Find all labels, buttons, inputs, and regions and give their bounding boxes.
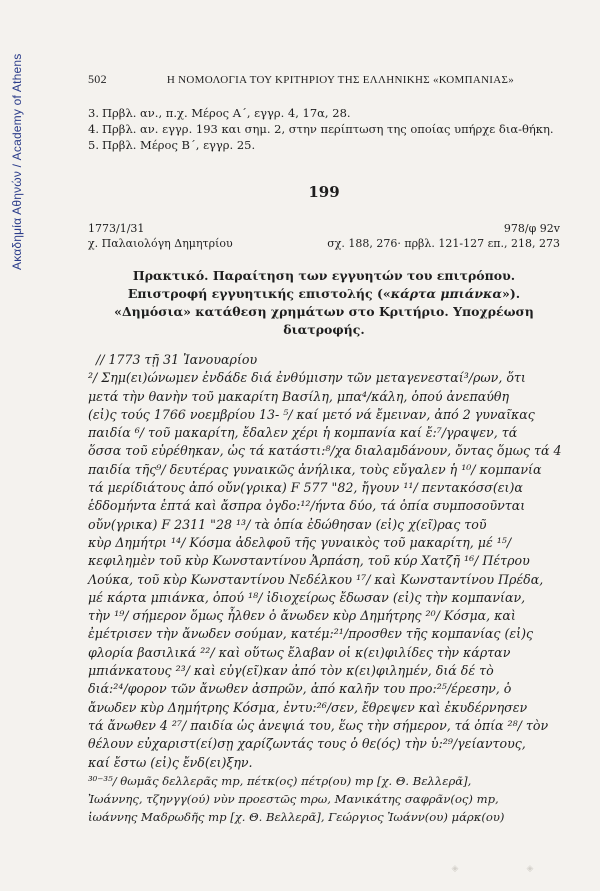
footnote-text: Πρβλ. αν., π.χ. Μέρος Α΄, εγγρ. 4, 17α, 28. [102,106,351,120]
text-line: ὅσσα τοῦ εὑρέθηκαν, ὡς τά κατάστι:⁸/χα διαλαμδάνουν, ὄντας ὅμως τά 4 [88,443,562,459]
page-number: 502 [88,72,107,86]
footnotes [88,105,560,153]
summary-emphasis: κάρτα μπιάνκα [390,286,503,301]
meta-row-top [88,221,560,236]
text-line: (εἰ)ς τούς 1766 νοεμβρίου 13- ⁵/ καί μετό νά ἔμειναν, ἀπό 2 γυναῖκας [88,406,535,422]
watermark-mark: ◈ [451,864,460,874]
signature-line: Ἰωάννης, τζηνγγ(ού) νὺν προεστῶς mρω, Μανικάτης σαφρᾶν(ος) mp, [88,792,499,807]
text-line: μετά τὴν θανὴν τοῦ μακαρίτη Βασίλη, μπα⁴/κάλη, ὁπού ἀνεπαύθη [88,388,510,404]
text-line: Λούκα, τοῦ κὺρ Κωνσταντίνου Νεδέλκου ¹⁷/ καὶ Κωνσταντίνου Πρέδα, [88,571,544,587]
document-date: 1773/1/31 [88,222,145,235]
document-heading-line: // 1773 τῇ 31 Ἰανουαρίου [96,352,258,367]
text-line: κεφιλημὲν τοῦ κὺρ Κωνσταντίνου Ἀρπάση, τοῦ κύρ Χατζῆ ¹⁶/ Πέτρου [88,553,530,569]
text-line: τά ἄνωθεν 4 ²⁷/ παιδία ὡς ἀνεψιά του, ἕως τὴν σήμερον, τά ὁπία ²⁸/ τὸν [88,717,549,733]
text-line: ἐμέτρισεν τὴν ἄνωδεν σούμαν, κατέμ:²¹/προσθεν τῆς κομπανίας (εἰ)ς [88,626,534,642]
archive-reference: 978/φ 92v [503,222,560,235]
text-line: μπιάνκατους ²³/ καὶ εὐγ(εῖ)καν ἀπό τὸν κ(ει)φιλημέν, διά δέ τὸ [88,663,494,679]
archive-side-stamp: Ακαδημία Αθηνών / Academy of Athens [10,53,24,270]
running-head [88,72,560,87]
watermark [418,858,568,880]
text-line: ἑδδομήντα ἑπτά καὶ ἄσπρα ὀγδο:¹²/ήντα δύο, τά ὁπία συμποσοῦνται [88,498,526,514]
summary-part: »). «Δημόσια» κατάθεση χρημάτων στο Κριτήριο. Υποχρέωση διατροφής. [114,286,534,337]
watermark-mark: ◈ [526,864,535,874]
document-number: 199 [308,183,340,201]
text-line: παιδία τῆς⁹/ δευτέρας γυναικῶς ἀνήλικα, τοὺς εὔγαλεν ἡ ¹⁰/ κομπανία [88,461,542,477]
text-line: μέ κάρτα μπιάνκα, ὁπού ¹⁸/ ἰδιοχείρως ἔδωσαν (εἰ)ς τὴν κομπανίαν, [88,589,526,605]
footnote-number: 5. [88,138,99,152]
meta-row-bottom [88,236,560,251]
text-line: οὔν(γρικα) F 2311 "28 ¹³/ τὰ ὁπία ἐδώθησαν (εἰ)ς χ(εῖ)ρας τοῦ [88,516,487,532]
footnote-text: Πρβλ. αν. εγγρ. 193 και σημ. 2, στην περίπτωση της οποίας υπήρχε δια-θήκη. [102,122,554,136]
footnote-number: 4. [88,122,99,136]
footnote [88,121,560,137]
text-line: θέλουν εὐχαριστ(εί)σῃ χαρίζωντάς τους ὁ θε(ός) τὴν ὑ:²⁹/γείαντους, [88,736,526,752]
text-line: φλορία βασιλικά ²²/ καὶ οὕτως ἔλαβαν οἱ κ(ει)φιλίδες τὴν κάρταν [88,644,511,660]
text-line: κὺρ Δημήτρι ¹⁴/ Κόσμα ἀδελφοῦ τῆς γυναικὸς τοῦ μακαρίτη, μέ ¹⁵/ [88,534,512,550]
footnote [88,137,560,153]
text-line: ²/ Σημ(ει)ώνωμεν ἐνδάδε διά ἐνθύμισην τῶν μεταγενεσταί³/ρων, ὅτι [88,370,526,386]
text-line: τά μερίδιάτους ἀπό οὔν(γρικα) F 577 "82, ἤγουν ¹¹/ πεντακόσσ(ει)α [88,480,523,496]
cross-references: σχ. 188, 276· πρβλ. 121-127 επ., 218, 273 [327,237,560,250]
footnote [88,105,560,121]
text-line: ἄνωδεν κὺρ Δημήτρης Κόσμα, ἐντυ:²⁶/σεν, ἔθρεψεν καὶ ἐκυδέρνησεν [88,699,528,715]
signature-line: ³⁰⁻³⁵/ θωμᾶς δελλερᾶς mp, πέτκ(ος) πέτρ(ου) mp [χ. Θ. Βελλερᾶ], [88,773,472,788]
document-page [88,72,560,827]
text-line: τὴν ¹⁹/ σήμερον ὅμως ἦλθεν ὁ ἄνωδεν κὺρ Δημήτρης ²⁰/ Κόσμα, καὶ [88,608,516,624]
running-head-title: Η ΝΟΜΟΛΟΓΙΑ ΤΟΥ ΚΡΙΤΗΡΙΟΥ ΤΗΣ ΕΛΛΗΝΙΚΗΣ «ΚΟΜΠΑΝΙΑΣ» [166,74,515,86]
text-line: διά:²⁴/φορον τῶν ἄνωθεν ἀσπρῶν, ἀπό καλῆν του προ:²⁵/έρεσην, ὁ [88,681,512,697]
footnote-number: 3. [88,106,99,120]
footnote-text: Πρβλ. Μέρος Β΄, εγγρ. 25. [102,138,256,152]
document-hand: χ. Παλαιολόγη Δημητρίου [88,237,233,250]
summary-part: Πρακτικό. Παραίτηση των εγγυητών του επιτρόπου. Επιστροφή εγγυητικής επιστολής (« [127,268,516,301]
document-summary [88,267,560,339]
signature-line: ἰωάννης Μαδρωδῆς mp [χ. Θ. Βελλερᾶ], Γεώργιος Ἰωάνν(ου) μάρκ(ου) [88,810,505,825]
text-line: καί ἔστω (εἰ)ς ἔνδ(ει)ξην. [88,754,253,770]
document-body [88,351,560,827]
text-line: παιδία ⁶/ τοῦ μακαρίτη, ἔδαλεν χέρι ἡ κομπανία καί ἔ:⁷/γραψεν, τά [88,425,518,441]
